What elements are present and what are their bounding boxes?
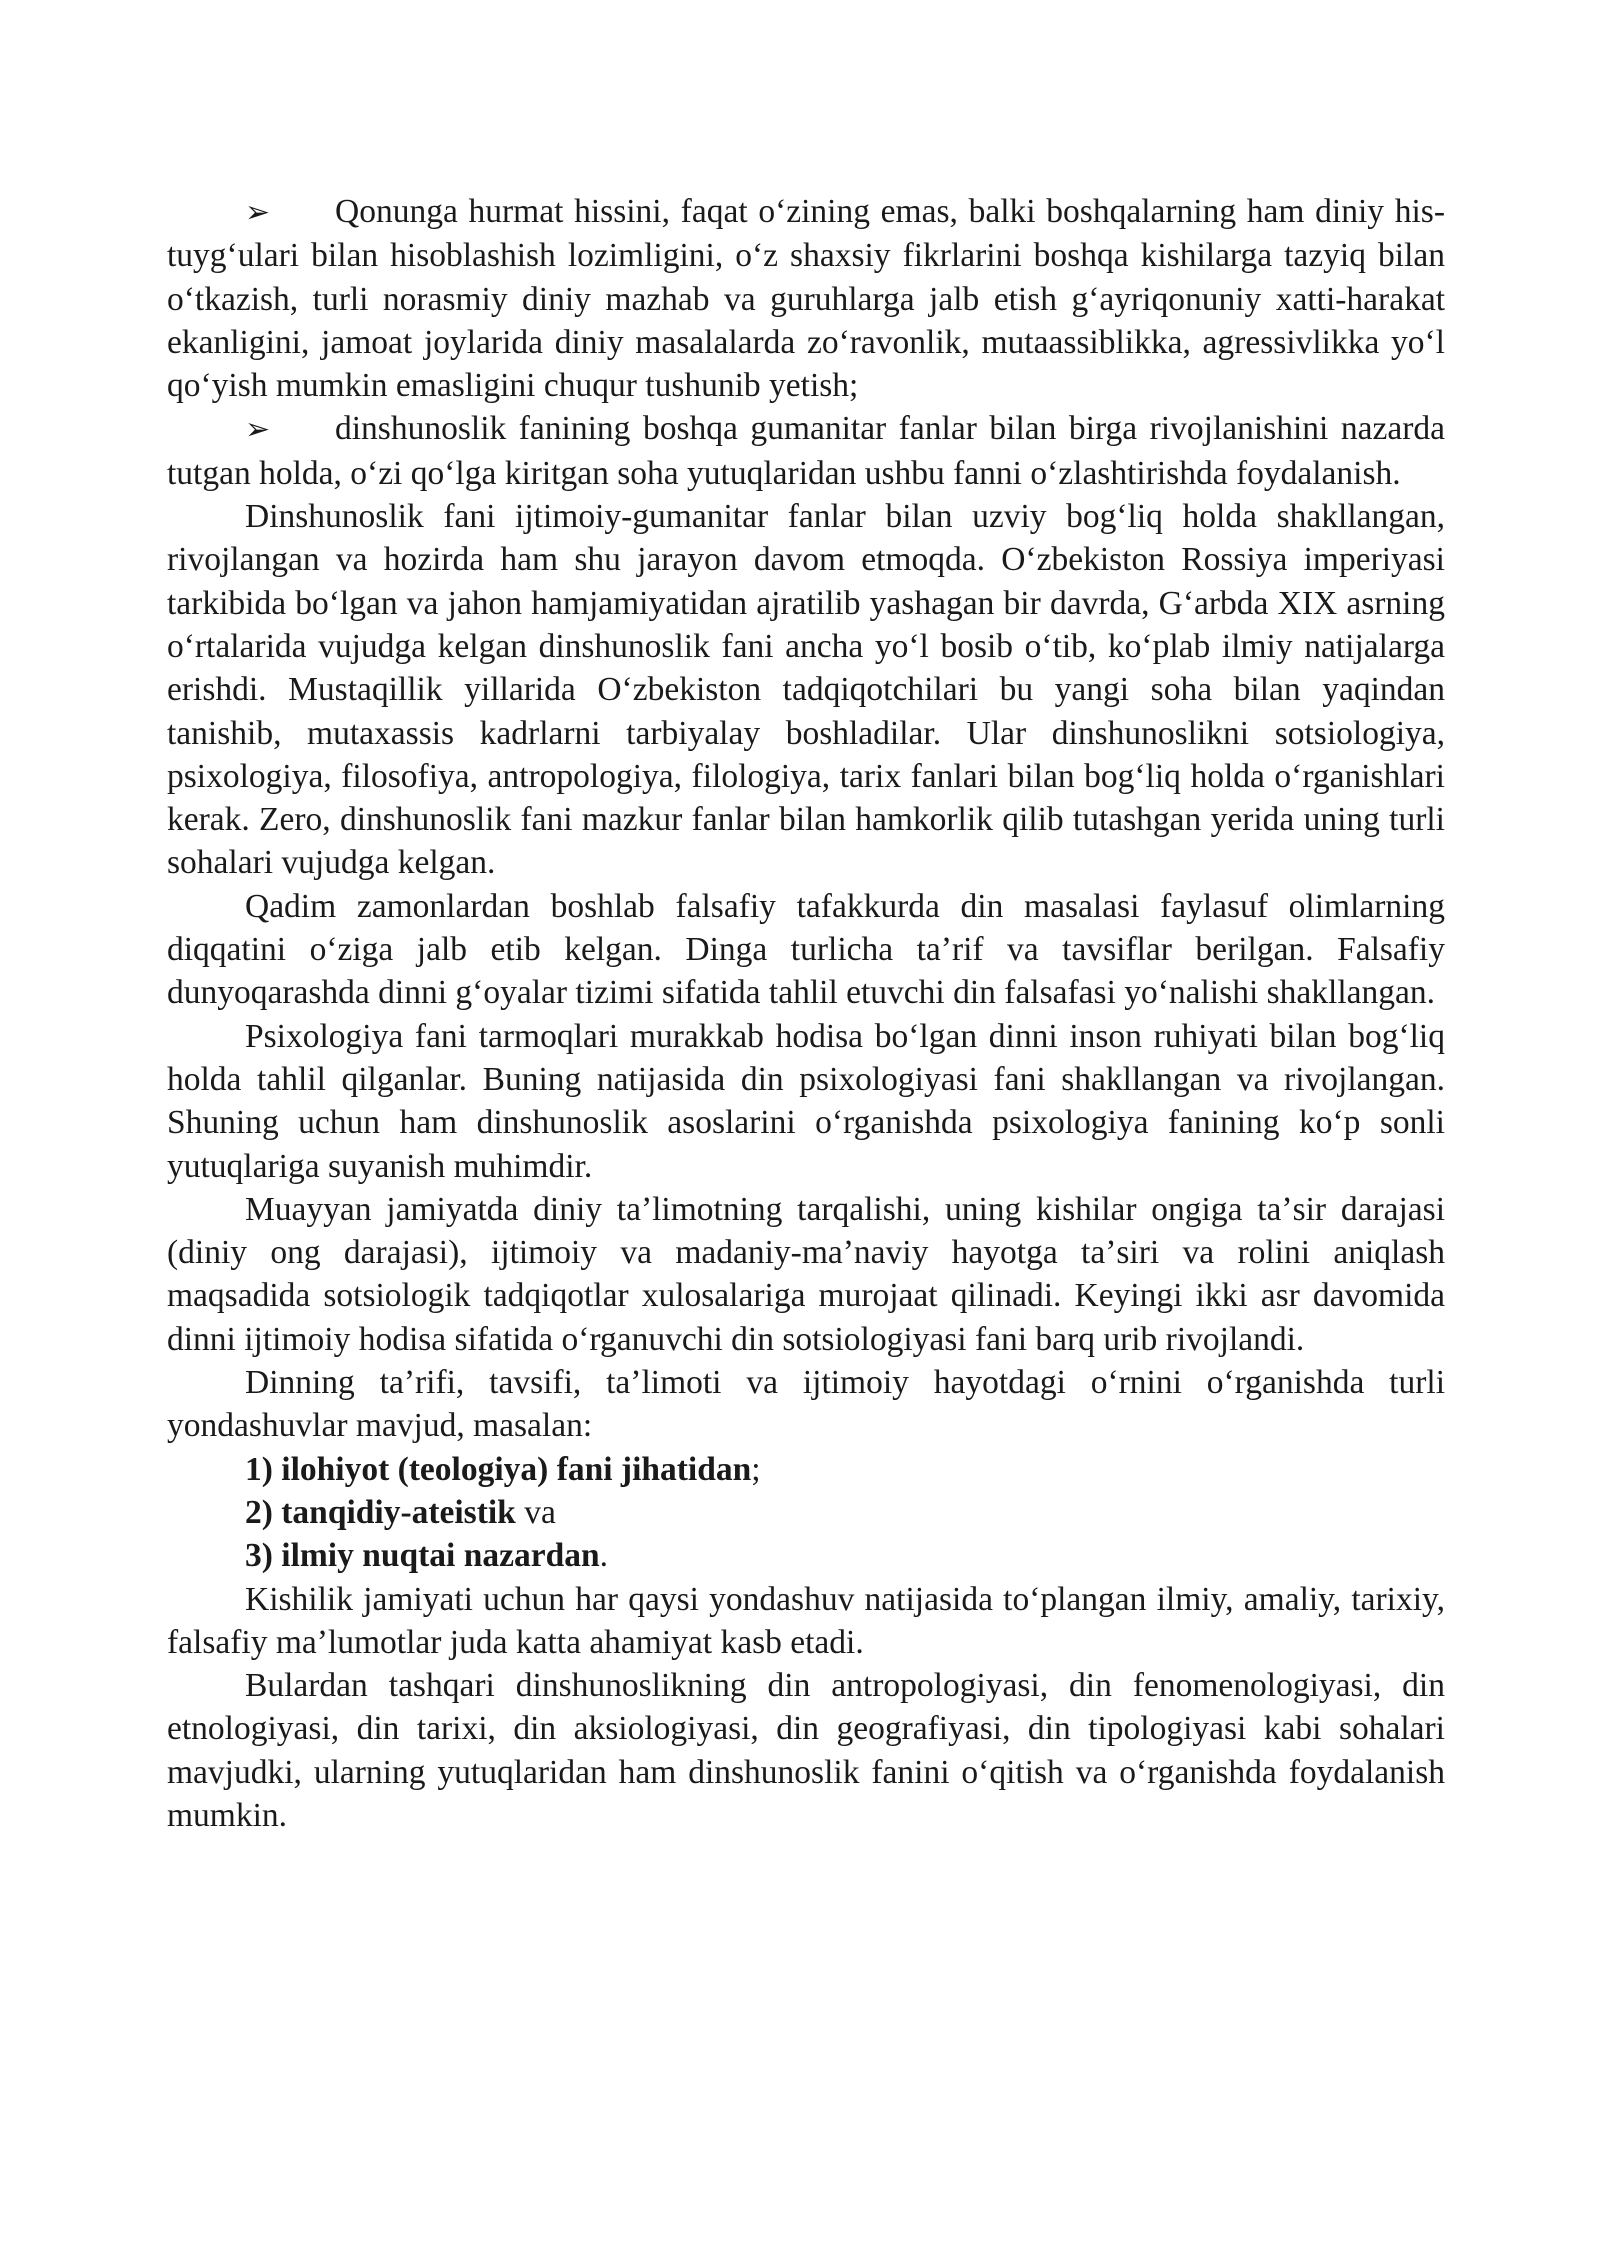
body-paragraph: Muayyan jamiyatda diniy taʼlimotning tarqalishi, uning kishilar ongiga taʼsir darajasi (diniy ong darajasi), ijtimoiy va madaniy-maʼnaviy hayotga taʼsiri va rolini aniqlash maqsadida sotsiologik tadqiqotlar xulosalariga murojaat qilinadi. Keyingi ikki asr davomida dinni ijtimoiy hodisa sifatida oʻrganuvchi din sotsiologiyasi fani barq urib rivojlandi. <box>167 1190 1445 1358</box>
approach-list-item <box>167 1491 1445 1534</box>
body-paragraph: Psixologiya fani tarmoqlari murakkab hodisa boʻlgan dinni inson ruhiyati bilan bogʻliq holda tahlil qilganlar. Buning natijasida din psixologiyasi fani shakllangan va rivojlangan. Shuning uchun ham dinshunoslik asoslarini oʻrganishda psixologiya fanining koʻp sonli yutuqlariga suyanish muhimdir. <box>167 1017 1445 1185</box>
body-paragraph: Dinshunoslik fani ijtimoiy-gumanitar fanlar bilan uzviy bogʻliq holda shakllangan, rivojlangan va hozirda ham shu jarayon davom etmoqda. Oʻzbekiston Rossiya imperiyasi tarkibida boʻlgan va jahon hamjamiyatidan ajratilib yashagan bir davrda, Gʻarbda XIX asrning oʻrtalarida vujudga kelgan dinshunoslik fani ancha yoʻl bosib oʻtib, koʻplab ilmiy natijalarga erishdi. Mustaqillik yillarida Oʻzbekiston tadqiqotchilari bu yangi soha bilan yaqindan tanishib, mutaxassis kadrlarni tarbiyalay boshladilar. Ular dinshunoslikni sotsiologiya, psixologiya, filosofiya, antropologiya, filologiya, tarix fanlari bilan bogʻliq holda oʻrganishlari kerak. Zero, dinshunoslik fani mazkur fanlar bilan hamkorlik qilib tutashgan yerida uning turli sohalari vujudga kelgan. <box>167 498 1445 882</box>
bullet-text: Qonunga hurmat hissini, faqat oʻzining emas, balki boshqalarning ham diniy his-tuygʻulari bilan hisoblashish lozimligini, oʻz shaxsiy fikrlarini boshqa kishilarga tazyiq bilan oʻtkazish, turli norasmiy diniy mazhab va guruhlarga jalb etish gʻayriqonuniy xatti-harakat ekanligini, jamoat joylarida diniy masalalarda zoʻravonlik, mutaassiblikka, agressivlikka yoʻl qoʻyish mumkin emasligini chuqur tushunib yetish; <box>167 193 1445 405</box>
bullet-item <box>167 190 1445 407</box>
approach-title: 3) ilmiy nuqtai nazardan <box>245 1537 600 1575</box>
arrowhead-bullet-icon: ➢ <box>245 412 271 448</box>
approach-title: 2) tanqidiy-ateistik <box>245 1493 516 1531</box>
approach-list-item <box>167 1448 1445 1491</box>
approach-suffix: ; <box>751 1450 761 1488</box>
body-paragraph: Dinning taʼrifi, tavsifi, taʼlimoti va ijtimoiy hayotdagi oʻrnini oʻrganishda turli yondashuvlar mavjud, masalan: <box>167 1364 1445 1445</box>
document-page <box>167 190 1445 1837</box>
approach-suffix: . <box>599 1537 608 1575</box>
arrowhead-bullet-icon: ➢ <box>245 195 271 230</box>
body-paragraph: Qadim zamonlardan boshlab falsafiy tafakkurda din masalasi faylasuf olimlarning diqqatini oʻziga jalb etib kelgan. Dinga turlicha taʼrif va tavsiflar berilgan. Falsafiy dunyoqarashda dinni gʻoyalar tizimi sifatida tahlil etuvchi din falsafasi yoʻnalishi shakllangan. <box>167 887 1445 1012</box>
approach-title: 1) ilohiyot (teologiya) fani jihatidan <box>245 1450 752 1488</box>
body-paragraph: Kishilik jamiyati uchun har qaysi yondashuv natijasida toʻplangan ilmiy, amaliy, tarixiy, falsafiy maʼlumotlar juda katta ahamiyat kasb etadi. <box>167 1580 1445 1661</box>
bullet-text: dinshunoslik fanining boshqa gumanitar fanlar bilan birga rivojlanishini nazarda tutgan holda, oʻzi qoʻlga kiritgan soha yutuqlaridan ushbu fanni oʻzlashtirishda foydalanish. <box>167 410 1445 492</box>
bullet-item <box>167 407 1445 495</box>
approach-suffix: va <box>515 1493 556 1531</box>
approach-list-item <box>167 1534 1445 1577</box>
body-paragraph: Bulardan tashqari dinshunoslikning din antropologiyasi, din fenomenologiyasi, din etnologiyasi, din tarixi, din aksiologiyasi, din geografiyasi, din tipologiyasi kabi sohalari mavjudki, ularning yutuqlaridan ham dinshunoslik fanini oʻqitish va oʻrganishda foydalanish mumkin. <box>167 1667 1445 1834</box>
